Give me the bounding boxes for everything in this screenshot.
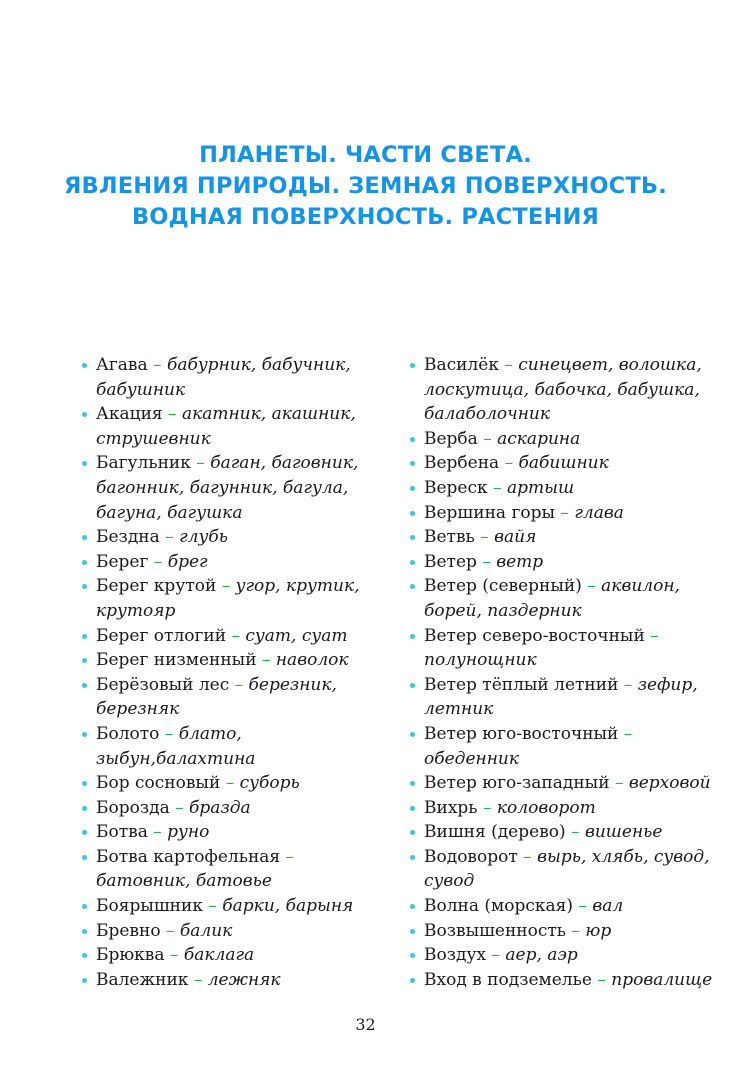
dash-separator: –: [491, 945, 500, 966]
bullet-icon: [410, 363, 415, 368]
entry-definition: глубь: [179, 527, 228, 548]
glossary-entry: [410, 574, 720, 623]
dash-separator: –: [261, 650, 271, 671]
bullet-icon: [410, 806, 415, 811]
dash-separator: –: [285, 846, 295, 867]
glossary-entry: [410, 894, 720, 919]
bullet-icon: [410, 535, 415, 540]
entry-definition: вайя: [494, 527, 537, 548]
dash-separator: –: [153, 355, 162, 375]
entry-term: Агава: [96, 355, 148, 375]
glossary-entry: [410, 476, 720, 501]
title-line-3: ВОДНАЯ ПОВЕРХНОСТЬ. РАСТЕНИЯ: [131, 204, 600, 230]
glossary-entry: [410, 796, 720, 821]
title-line-1: ПЛАНЕТЫ. ЧАСТИ СВЕТА.: [199, 142, 532, 168]
dash-separator: –: [153, 822, 162, 843]
bullet-icon: [82, 560, 87, 565]
entry-definition: артыш: [506, 477, 575, 498]
entry-definition: обеденник: [424, 748, 520, 769]
entry-definition: баклага: [183, 945, 255, 966]
bullet-icon: [82, 855, 87, 860]
page-title: [0, 140, 731, 233]
entry-term: Вишня (дерево): [424, 822, 566, 843]
dash-separator: –: [175, 797, 184, 818]
dash-separator: –: [193, 969, 203, 990]
entry-term: Бор сосновый: [96, 773, 221, 794]
glossary-entry: [82, 894, 387, 919]
entry-term: Акация: [96, 404, 163, 425]
entry-definition: брег: [167, 551, 208, 572]
entry-definition: вырь, хлябь, сувод, сувод: [424, 846, 710, 892]
bullet-icon: [82, 683, 87, 688]
dash-separator: –: [483, 428, 492, 449]
dash-separator: –: [208, 896, 217, 917]
dash-separator: –: [614, 773, 624, 794]
glossary-entry: [410, 673, 720, 722]
glossary-entry: [410, 845, 720, 894]
entry-term: Верба: [424, 428, 478, 449]
entry-term: Берег крутой: [96, 576, 217, 597]
entry-term: Ветер юго-восточный: [424, 723, 619, 744]
entry-term: Ветер юго-западный: [424, 773, 610, 794]
entry-definition: аквилон, борей, паздерник: [424, 576, 680, 621]
bullet-icon: [82, 929, 87, 934]
dash-separator: –: [168, 404, 177, 425]
dash-separator: –: [231, 625, 240, 646]
dash-separator: –: [165, 527, 174, 548]
glossary-entry: [410, 501, 720, 526]
dash-separator: –: [623, 674, 633, 695]
entry-definition: акатник, акашник, струшевник: [96, 404, 356, 449]
bullet-icon: [410, 781, 415, 786]
glossary-entry: [410, 771, 720, 796]
entry-definition: барки, барыня: [222, 896, 354, 917]
bullet-icon: [410, 978, 415, 983]
dash-separator: –: [196, 453, 205, 474]
glossary-entry: [410, 451, 720, 476]
entry-definition: аскарина: [497, 428, 581, 449]
entry-definition: ветр: [496, 551, 544, 572]
entry-term: Берег: [96, 551, 149, 572]
entry-definition: провалище: [611, 969, 713, 990]
dash-separator: –: [482, 551, 491, 572]
dash-separator: –: [234, 674, 244, 695]
bullet-icon: [410, 461, 415, 466]
bullet-icon: [82, 363, 87, 368]
entry-term: Ветер (северный): [424, 576, 582, 597]
entry-definition: полунощник: [424, 650, 537, 671]
dash-separator: –: [165, 920, 175, 941]
glossary-entry: [410, 943, 720, 968]
glossary-entry: [410, 353, 720, 427]
dash-separator: –: [571, 822, 580, 843]
entry-definition: вал: [592, 896, 624, 917]
entry-term: Вершина горы: [424, 502, 555, 523]
bullet-icon: [82, 732, 87, 737]
entry-definition: березник, березняк: [96, 674, 337, 720]
entry-term: Ботва картофельная: [96, 846, 281, 867]
dash-separator: –: [164, 723, 174, 744]
glossary-entry: [82, 722, 387, 771]
bullet-icon: [410, 486, 415, 491]
entry-definition: бразда: [189, 797, 251, 818]
entry-term: Вихрь: [424, 797, 478, 818]
dash-separator: –: [523, 846, 532, 867]
dash-separator: –: [597, 969, 606, 990]
entry-definition: вишенье: [584, 822, 663, 843]
dash-separator: –: [560, 502, 569, 523]
entry-term: Багульник: [96, 453, 191, 474]
bullet-icon: [82, 658, 87, 663]
glossary-entry: [82, 796, 387, 821]
entry-definition: синецвет, волошка, лоскутица, бабочка, бабушка, балаболочник: [424, 355, 702, 425]
glossary-entry: [82, 451, 387, 525]
entry-term: Ветвь: [424, 527, 475, 548]
entry-term: Берег отлогий: [96, 625, 227, 646]
glossary-entry: [82, 919, 387, 944]
glossary-entry: [82, 968, 387, 993]
bullet-icon: [410, 929, 415, 934]
glossary-entry: [82, 402, 387, 451]
entry-term: Валежник: [96, 969, 189, 990]
title-line-2: ЯВЛЕНИЯ ПРИРОДЫ. ЗЕМНАЯ ПОВЕРХНОСТЬ.: [63, 173, 668, 199]
entry-definition: коловорот: [496, 797, 596, 818]
bullet-icon: [82, 412, 87, 417]
left-glossary-column: [82, 353, 387, 992]
glossary-entry: [82, 820, 387, 845]
glossary-entry: [82, 550, 387, 575]
entry-term: Болото: [96, 723, 160, 744]
dash-separator: –: [480, 527, 489, 548]
dash-separator: –: [504, 355, 513, 375]
entry-term: Возвышенность: [424, 920, 567, 941]
entry-definition: угор, крутик, крутояр: [96, 576, 360, 621]
dash-separator: –: [482, 797, 492, 818]
glossary-entry: [82, 943, 387, 968]
entry-definition: юр: [585, 920, 612, 941]
dash-separator: –: [221, 576, 231, 597]
entry-term: Брюква: [96, 945, 165, 966]
entry-definition: руно: [167, 822, 210, 843]
dash-separator: –: [578, 896, 587, 917]
entry-definition: бабурник, бабучник, бабушник: [96, 355, 351, 400]
glossary-entry: [82, 673, 387, 722]
glossary-entry: [82, 624, 387, 649]
glossary-entry: [82, 353, 387, 402]
entry-definition: баган, баговник, багонник, багунник, багула, багуна, багушка: [96, 453, 359, 523]
bullet-icon: [410, 953, 415, 958]
page-number: 32: [355, 1015, 376, 1034]
bullet-icon: [410, 855, 415, 860]
entry-term: Борозда: [96, 797, 170, 818]
glossary-entry: [82, 845, 387, 894]
entry-definition: балик: [179, 920, 233, 941]
bullet-icon: [82, 634, 87, 639]
glossary-entry: [410, 525, 720, 550]
entry-definition: наволок: [275, 650, 349, 671]
glossary-entry: [410, 919, 720, 944]
glossary-entry: [410, 820, 720, 845]
glossary-entry: [410, 722, 720, 771]
entry-term: Бревно: [96, 920, 161, 941]
bullet-icon: [410, 560, 415, 565]
dash-separator: –: [493, 477, 502, 498]
entry-definition: лежняк: [207, 969, 281, 990]
entry-definition: аер, аэр: [505, 945, 578, 966]
entry-definition: бабишник: [518, 453, 609, 474]
entry-definition: суборь: [239, 773, 300, 794]
entry-definition: верховой: [628, 773, 711, 794]
entry-term: Ботва: [96, 822, 148, 843]
glossary-entry: [82, 648, 387, 673]
entry-definition: батовник, батовье: [96, 871, 272, 892]
entry-term: Василёк: [424, 355, 499, 375]
bullet-icon: [82, 461, 87, 466]
bullet-icon: [410, 437, 415, 442]
bullet-icon: [82, 781, 87, 786]
entry-term: Берег низменный: [96, 650, 257, 671]
bullet-icon: [82, 806, 87, 811]
right-glossary-column: [410, 353, 720, 992]
glossary-entry: [82, 525, 387, 550]
bullet-icon: [410, 830, 415, 835]
dash-separator: –: [650, 625, 659, 646]
entry-term: Ветер тёплый летний: [424, 674, 619, 695]
dash-separator: –: [169, 945, 179, 966]
entry-term: Вереск: [424, 477, 488, 498]
entry-definition: суат, суат: [245, 625, 348, 646]
entry-term: Ветер: [424, 551, 477, 572]
glossary-entry: [410, 624, 720, 673]
glossary-entry: [410, 968, 720, 993]
dash-separator: –: [623, 723, 633, 744]
entry-term: Бездна: [96, 527, 160, 548]
bullet-icon: [410, 904, 415, 909]
entry-term: Берёзовый лес: [96, 674, 230, 695]
bullet-icon: [410, 732, 415, 737]
dash-separator: –: [153, 551, 163, 572]
glossary-entry: [410, 550, 720, 575]
bullet-icon: [82, 953, 87, 958]
entry-term: Волна (морская): [424, 896, 574, 917]
dash-separator: –: [571, 920, 580, 941]
entry-definition: блато, зыбун,балахтина: [96, 723, 256, 769]
entry-definition: зефир, летник: [424, 674, 698, 720]
dash-separator: –: [504, 453, 514, 474]
dash-separator: –: [587, 576, 596, 597]
bullet-icon: [82, 978, 87, 983]
bullet-icon: [410, 584, 415, 589]
bullet-icon: [410, 511, 415, 516]
bullet-icon: [82, 535, 87, 540]
entry-term: Водоворот: [424, 846, 518, 867]
entry-term: Боярышник: [96, 896, 203, 917]
bullet-icon: [82, 830, 87, 835]
bullet-icon: [82, 584, 87, 589]
glossary-entry: [410, 427, 720, 452]
bullet-icon: [410, 634, 415, 639]
entry-definition: глава: [574, 502, 624, 523]
bullet-icon: [410, 683, 415, 688]
entry-term: Вербена: [424, 453, 500, 474]
entry-term: Воздух: [424, 945, 487, 966]
bullet-icon: [82, 904, 87, 909]
entry-term: Ветер северо-восточный: [424, 625, 645, 646]
entry-term: Вход в подземелье: [424, 969, 592, 990]
glossary-entry: [82, 574, 387, 623]
glossary-entry: [82, 771, 387, 796]
dash-separator: –: [225, 773, 235, 794]
